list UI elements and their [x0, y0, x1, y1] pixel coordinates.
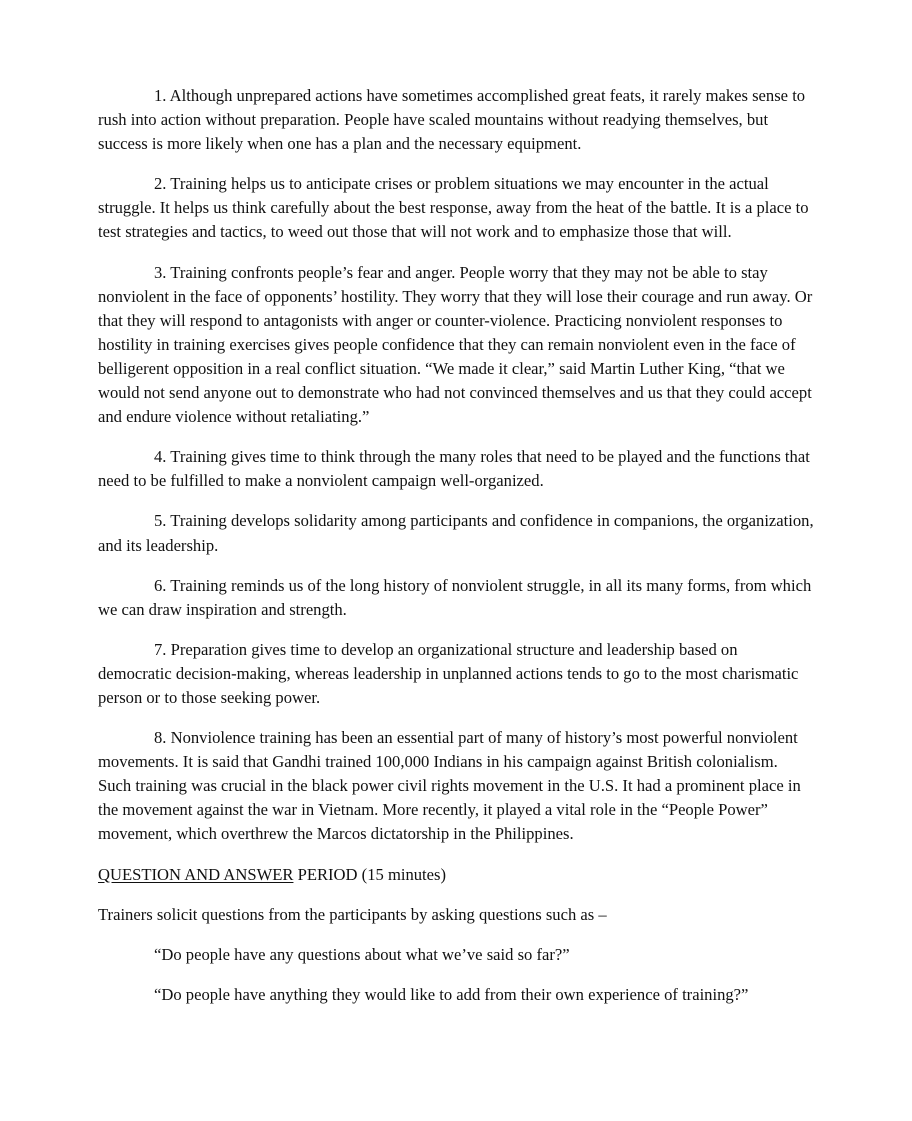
section-heading-underlined: QUESTION AND ANSWER [98, 864, 294, 884]
document-page [98, 84, 814, 1023]
paragraph-8: 8. Nonviolence training has been an essential part of many of history’s most powerful nonviolent movements. It is said that Gandhi trained 100,000 Indians in his campaign against British colonialism. Such training was crucial in the black power civil rights movement in the U.S. It had a prominent place in the movement against the war in Vietnam. More recently, it played a vital role in the “People Power” movement, which overthrew the Marcos dictatorship in the Philippines. [98, 728, 801, 844]
paragraph-7: 7. Preparation gives time to develop an organizational structure and leadership based on democratic decision-making, whereas leadership in unplanned actions tends to go to the most charismatic person or to those seeking power. [98, 639, 799, 707]
paragraph-4: 4. Training gives time to think through the many roles that need to be played and the functions that need to be fulfilled to make a nonviolent campaign well-organized. [98, 447, 810, 491]
section-heading [98, 863, 814, 887]
paragraph-5: 5. Training develops solidarity among participants and confidence in companions, the organization, and its leadership. [98, 511, 814, 555]
paragraph-3: 3. Training confronts people’s fear and anger. People worry that they may not be able to stay nonviolent in the face of opponents’ hostility. They worry that they will lose their courage and run away. Or that they will respond to antagonists with anger or counter-violence. Practicing nonviolent responses to hostility in training exercises gives people confidence that they can remain nonviolent even in the face of belligerent opposition in a real conflict situation. “We made it clear,” said Martin Luther King, “that we would not send anyone out to demonstrate who had not convinced themselves and us that they could accept and endure violence without retaliating.” [98, 262, 813, 427]
section-heading-rest: PERIOD (15 minutes) [293, 864, 447, 884]
section-intro: Trainers solicit questions from the participants by asking questions such as – [98, 904, 607, 924]
paragraph-1: 1. Although unprepared actions have sometimes accomplished great feats, it rarely makes sense to rush into action without preparation. People have scaled mountains without readying themselves, but success is more likely when one has a plan and the necessary equipment. [98, 86, 806, 154]
paragraph-2: 2. Training helps us to anticipate crises or problem situations we may encounter in the actual struggle. It helps us think carefully about the best response, away from the heat of the battle. It is a place to test strategies and tactics, to weed out those that will not work and to emphasize those that will. [98, 174, 809, 242]
question-quote-1: “Do people have any questions about what we’ve said so far?” [154, 944, 570, 964]
question-quote-2: “Do people have anything they would like to add from their own experience of training?” [154, 984, 749, 1004]
paragraph-6: 6. Training reminds us of the long history of nonviolent struggle, in all its many forms, from which we can draw inspiration and strength. [98, 575, 812, 619]
